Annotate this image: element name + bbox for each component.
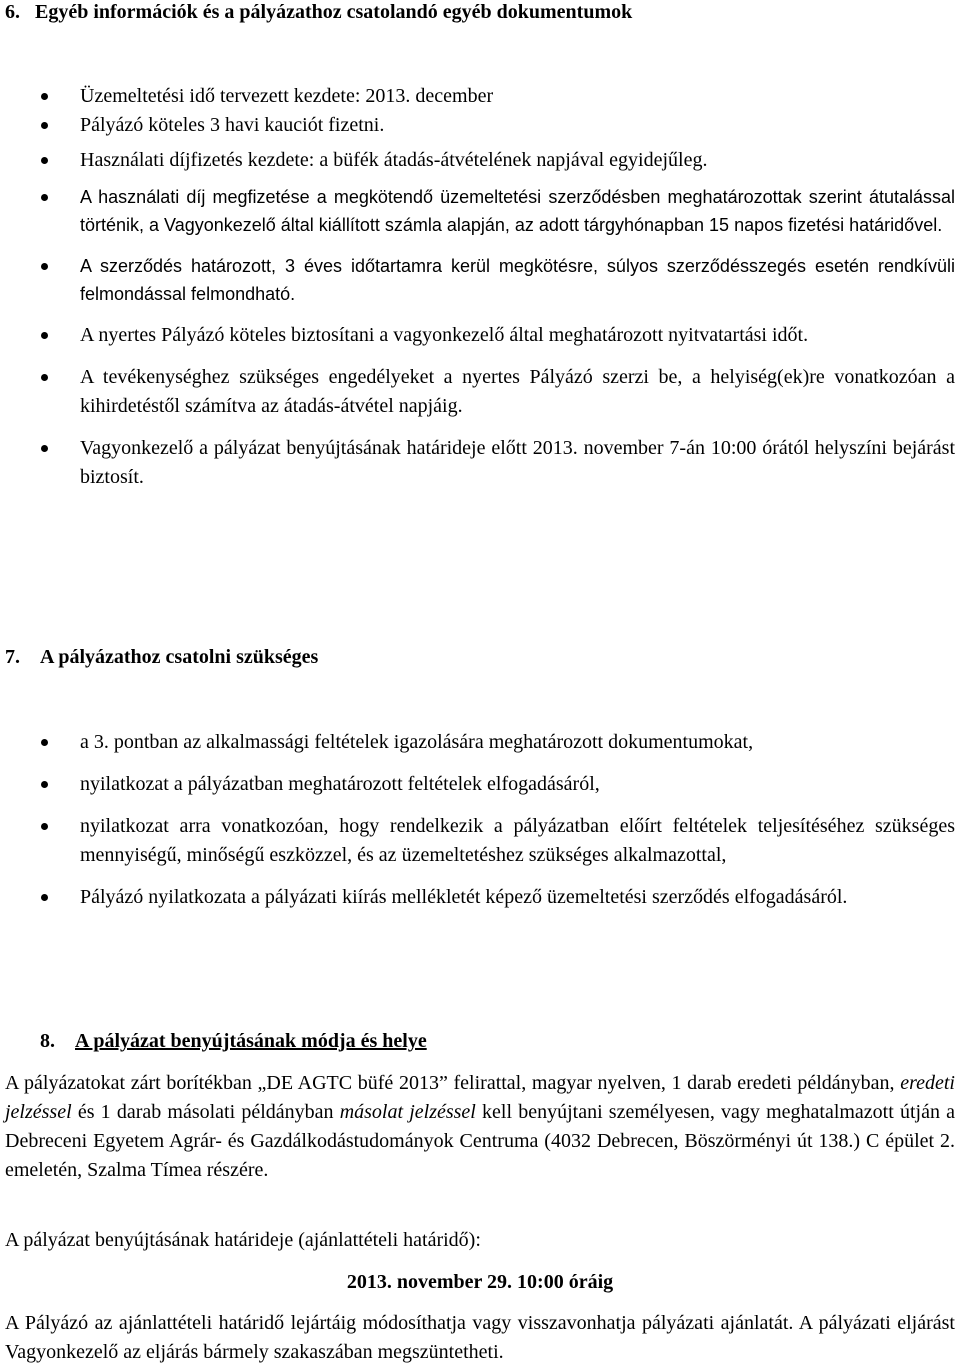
list-item: Pályázó nyilatkozata a pályázati kiírás mellékletét képező üzemeltetési szerződés elfogadásáról. [0, 883, 960, 912]
section-6-heading [5, 0, 632, 25]
section-title: A pályázathoz csatolni szükséges [40, 646, 319, 668]
list-item: Üzemeltetési idő tervezett kezdete: 2013. december [0, 82, 960, 111]
section-number: 6. [5, 1, 20, 23]
list-item: Pályázó köteles 3 havi kauciót fizetni. [0, 111, 960, 140]
list-item: nyilatkozat arra vonatkozóan, hogy rendelkezik a pályázatban előírt feltételek teljesítéséhez szükséges mennyiségű, minőségű eszközzel, és az üzemeltetéshez szükséges alkalmazottal, [0, 812, 960, 870]
section-title: A pályázat benyújtásának módja és helye [75, 1030, 427, 1052]
section-number: 7. [5, 646, 20, 668]
list-item: A használati díj megfizetése a megkötendő üzemeltetési szerződésben meghatározottak szerint átutalással történik, a Vagyonkezelő által kiállított számla alapján, az adott tárgyhónapban 15 napos fizetési határidővel. [0, 183, 960, 239]
section-8-heading [40, 1029, 427, 1054]
list-item: a 3. pontban az alkalmassági feltételek igazolására meghatározott dokumentumokat, [0, 728, 960, 757]
deadline-label: A pályázat benyújtásának határideje (ajánlattételi határidő): [5, 1229, 481, 1251]
list-item: A nyertes Pályázó köteles biztosítani a vagyonkezelő által meghatározott nyitvatartási időt. [0, 321, 960, 350]
list-item: Használati díjfizetés kezdete: a büfék átadás-átvételének napjával egyidejűleg. [0, 146, 960, 175]
submission-paragraph: A pályázatokat zárt borítékban „DE AGTC büfé 2013” felirattal, magyar nyelven, 1 darab eredeti példányban, eredeti jelzéssel és 1 darab másolati példányban másolat jelzéssel kell benyújtani személyesen, vagy meghatalmazott útján a Debreceni Egyetem Agrár- és Gazdálkodástudományok Centruma (4032 Debrecen, Böszörményi út 138.) C épület 2. emeletén, Szalma Tímea részére. [5, 1072, 956, 1181]
list-item: nyilatkozat a pályázatban meghatározott feltételek elfogadásáról, [0, 770, 960, 799]
section-7-heading [5, 645, 318, 670]
section-title: Egyéb információk és a pályázathoz csatolandó egyéb dokumentumok [35, 1, 633, 23]
list-item: Vagyonkezelő a pályázat benyújtásának határideje előtt 2013. november 7-án 10:00 órától helyszíni bejárást biztosít. [0, 434, 960, 492]
section-7-list [0, 728, 960, 912]
list-item: A tevékenységhez szükséges engedélyeket a nyertes Pályázó szerzi be, a helyiség(ek)re vonatkozóan a kihirdetéstől számítva az átadás-átvétel napjáig. [0, 363, 960, 421]
section-number: 8. [40, 1030, 55, 1052]
section-6-list [0, 82, 960, 492]
deadline-value: 2013. november 29. 10:00 óráig [346, 1271, 614, 1293]
withdrawal-paragraph: A Pályázó az ajánlattételi határidő lejártáig módosíthatja vagy visszavonhatja pályázati ajánlatát. A pályázati eljárást Vagyonkezelő az eljárás bármely szakaszában megszüntetheti. [5, 1312, 955, 1363]
list-item: A szerződés határozott, 3 éves időtartamra kerül megkötésre, súlyos szerződésszegés esetén rendkívüli felmondással felmondható. [0, 252, 960, 308]
